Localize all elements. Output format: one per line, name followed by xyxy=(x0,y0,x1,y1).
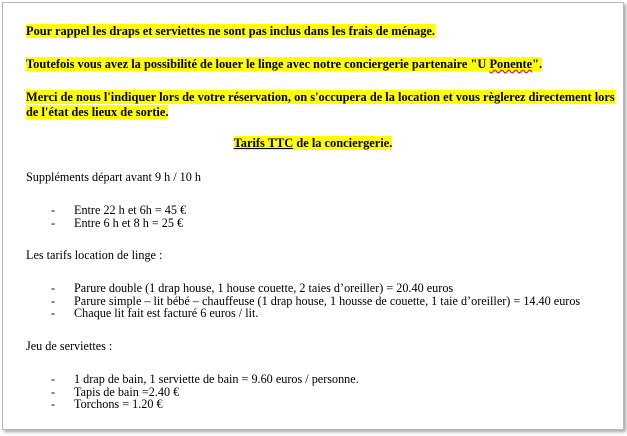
rental-option-paragraph xyxy=(26,57,615,72)
list-item: - Parure double (1 drap house, 1 house couette, 2 taies d’oreiller) = 20.40 euros xyxy=(49,282,580,295)
section-label-linen: Les tarifs location de linge : xyxy=(26,248,163,262)
text-segment: ". xyxy=(532,57,543,71)
list-item: - Tapis de bain =2.40 € xyxy=(49,386,359,399)
section-label-towels: Jeu de serviettes : xyxy=(26,339,113,353)
text-segment: Toutefois vous avez la possibilité de louer le linge avec notre conciergerie partenaire "U xyxy=(26,57,490,71)
title-rest: de la conciergerie. xyxy=(293,136,393,150)
list-item: - Torchons = 1.20 € xyxy=(49,398,359,411)
towels-list xyxy=(49,373,359,411)
highlighted-text: Pour rappel les draps et serviettes ne sont pas inclus dans les frais de ménage. xyxy=(26,24,435,38)
highlighted-text: Merci de nous l'indiquer lors de votre réservation, on s'occupera de la location et vous règlerez directement lors de l'état des lieux de sortie. xyxy=(26,90,615,119)
departure-list xyxy=(49,204,186,229)
instructions-paragraph xyxy=(26,90,615,120)
highlighted-text xyxy=(234,136,393,150)
list-item: - Chaque lit fait est facturé 6 euros / lit. xyxy=(49,307,580,320)
linen-list xyxy=(49,282,580,320)
section-label-departure: Suppléments départ avant 9 h / 10 h xyxy=(26,170,201,184)
reminder-paragraph xyxy=(26,24,615,39)
list-item: - Entre 22 h et 6h = 45 € xyxy=(49,204,186,217)
list-item: - 1 drap de bain, 1 serviette de bain = 9.60 euros / personne. xyxy=(49,373,359,386)
tariffs-title xyxy=(3,136,623,151)
misspelled-word: Ponente xyxy=(489,57,533,71)
list-item: - Entre 6 h et 8 h = 25 € xyxy=(49,217,186,230)
highlighted-text xyxy=(26,57,542,71)
list-item: - Parure simple – lit bébé – chauffeuse (1 drap house, 1 housse de couette, 1 taie d’oreiller) = 14.40 euros xyxy=(49,295,580,308)
title-underlined: Tarifs TTC xyxy=(233,136,294,150)
document-page xyxy=(2,2,624,430)
